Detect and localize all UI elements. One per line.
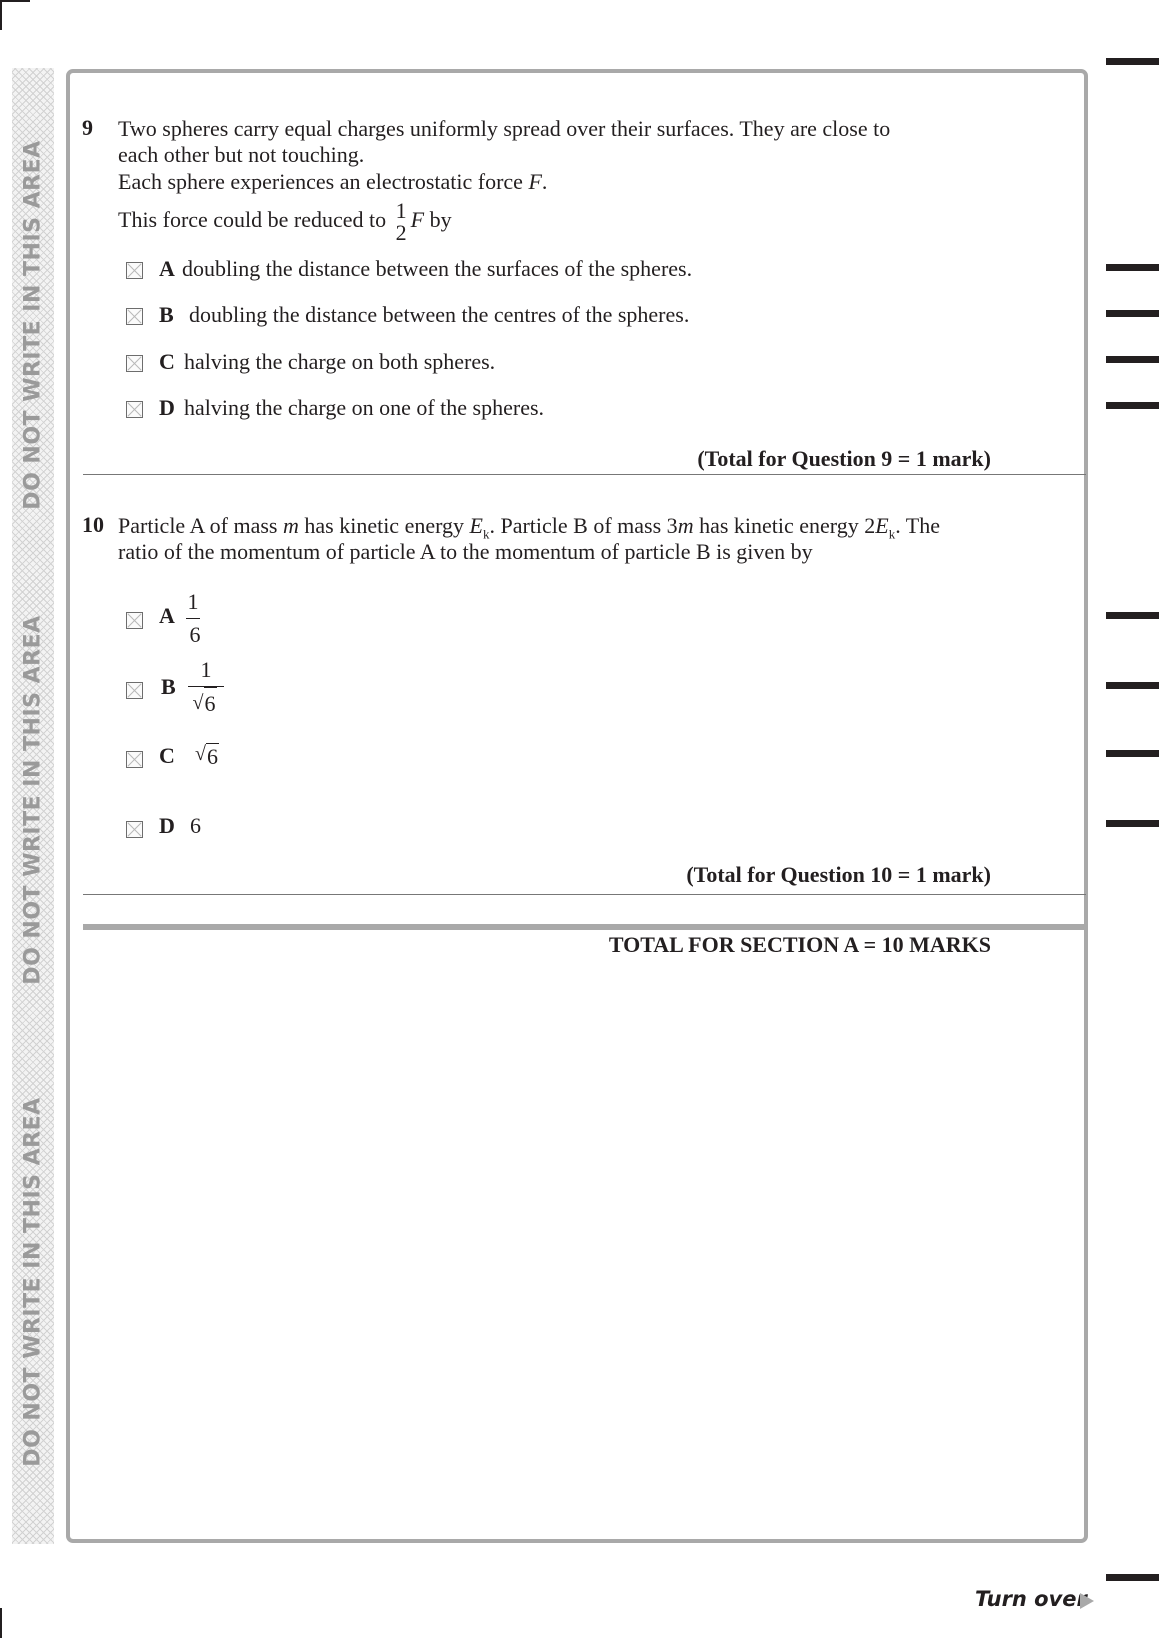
question-divider bbox=[83, 894, 1086, 895]
square-root bbox=[198, 743, 219, 770]
timing-mark bbox=[1106, 310, 1159, 317]
timing-mark bbox=[1106, 750, 1159, 757]
timing-mark bbox=[1106, 264, 1159, 271]
question-10-line-2: ratio of the momentum of particle A to the momentum of particle B is given by bbox=[118, 539, 813, 564]
option-letter: D bbox=[159, 813, 175, 838]
force-symbol: F bbox=[410, 207, 425, 232]
crop-mark bbox=[0, 1608, 2, 1638]
option-letter: A bbox=[159, 603, 175, 628]
q10-text: . The bbox=[895, 513, 940, 538]
option-text: halving the charge on one of the spheres. bbox=[184, 395, 545, 420]
mass-symbol: m bbox=[282, 513, 299, 538]
crop-mark bbox=[0, 0, 30, 2]
turn-over-label: Turn over bbox=[975, 1587, 1087, 1611]
timing-mark bbox=[1106, 58, 1159, 65]
q10-text: has kinetic energy bbox=[298, 513, 470, 538]
section-total: TOTAL FOR SECTION A = 10 MARKS bbox=[608, 932, 991, 957]
question-divider bbox=[83, 474, 1086, 475]
option-letter: C bbox=[159, 349, 175, 374]
radicand: 6 bbox=[204, 687, 217, 720]
timing-mark bbox=[1106, 682, 1159, 689]
crop-mark bbox=[0, 0, 2, 30]
option-letter: B bbox=[159, 302, 174, 327]
energy-subscript: k bbox=[482, 526, 490, 542]
question-9-number: 9 bbox=[82, 115, 93, 140]
question-9-line-3 bbox=[118, 168, 547, 195]
answer-box-q9-a[interactable] bbox=[126, 262, 143, 279]
question-9-line-2: each other but not touching. bbox=[118, 142, 365, 167]
answer-box-q10-b[interactable] bbox=[126, 682, 143, 699]
q10-text: has kinetic energy 2 bbox=[693, 513, 876, 538]
answer-box-q10-c[interactable] bbox=[126, 751, 143, 768]
q10-text: . Particle B of mass 3 bbox=[489, 513, 678, 538]
timing-mark bbox=[1106, 402, 1159, 409]
question-10-number: 10 bbox=[82, 512, 104, 537]
energy-symbol: E bbox=[875, 513, 889, 538]
answer-box-q9-c[interactable] bbox=[126, 355, 143, 372]
margin-warning-bottom: DO NOT WRITE IN THIS AREA bbox=[20, 1097, 46, 1467]
energy-symbol: E bbox=[469, 513, 483, 538]
radicand: 6 bbox=[207, 744, 218, 769]
fraction-numerator: 1 bbox=[186, 586, 200, 619]
fraction-numerator: 1 bbox=[395, 197, 407, 223]
timing-mark bbox=[1106, 612, 1159, 619]
question-9-total: (Total for Question 9 = 1 mark) bbox=[697, 446, 991, 471]
fraction-denominator: 2 bbox=[395, 219, 407, 245]
q9-line-4-end: by bbox=[429, 207, 452, 232]
question-9-line-4 bbox=[118, 198, 452, 244]
option-letter: C bbox=[159, 743, 175, 768]
force-symbol: F bbox=[528, 169, 542, 194]
fraction-one-half bbox=[394, 197, 409, 245]
q9-line-3-text: Each sphere experiences an electrostatic force bbox=[118, 169, 529, 194]
option-text: doubling the distance between the centres of the spheres. bbox=[189, 302, 690, 327]
option-c-value bbox=[198, 743, 219, 770]
timing-mark bbox=[1106, 820, 1159, 827]
question-10-total: (Total for Question 10 = 1 mark) bbox=[686, 862, 991, 887]
margin-warning-middle: DO NOT WRITE IN THIS AREA bbox=[20, 615, 46, 985]
option-letter: D bbox=[159, 395, 175, 420]
square-root bbox=[196, 687, 217, 720]
answer-frame bbox=[66, 69, 1088, 1543]
energy-subscript: k bbox=[888, 526, 896, 542]
q9-line-3-end: . bbox=[541, 169, 548, 194]
option-d-value: 6 bbox=[190, 813, 201, 838]
fraction-numerator: 1 bbox=[188, 654, 224, 687]
fraction-denominator bbox=[188, 687, 224, 720]
answer-box-q10-a[interactable] bbox=[126, 612, 143, 629]
timing-mark bbox=[1106, 1574, 1159, 1581]
q10-text: Particle A of mass bbox=[118, 513, 283, 538]
question-9-line-1: Two spheres carry equal charges uniformly spread over their surfaces. They are close to bbox=[118, 116, 891, 141]
answer-box-q9-b[interactable] bbox=[126, 308, 143, 325]
option-b-fraction bbox=[188, 654, 224, 720]
timing-mark bbox=[1106, 356, 1159, 363]
answer-box-q9-d[interactable] bbox=[126, 401, 143, 418]
option-text: halving the charge on both spheres. bbox=[184, 349, 496, 374]
fraction-denominator: 6 bbox=[189, 622, 201, 647]
answer-box-q10-d[interactable] bbox=[126, 821, 143, 838]
option-text: doubling the distance between the surfaces of the spheres. bbox=[182, 256, 693, 281]
option-letter: A bbox=[159, 256, 175, 281]
q9-line-4-text: This force could be reduced to bbox=[118, 207, 387, 232]
option-a-fraction bbox=[186, 586, 204, 651]
turn-over-arrow-icon bbox=[1080, 1593, 1094, 1609]
option-letter: B bbox=[161, 674, 176, 699]
mass-symbol: m bbox=[677, 513, 694, 538]
margin-warning-top: DO NOT WRITE IN THIS AREA bbox=[20, 140, 46, 510]
section-divider bbox=[83, 924, 1086, 930]
